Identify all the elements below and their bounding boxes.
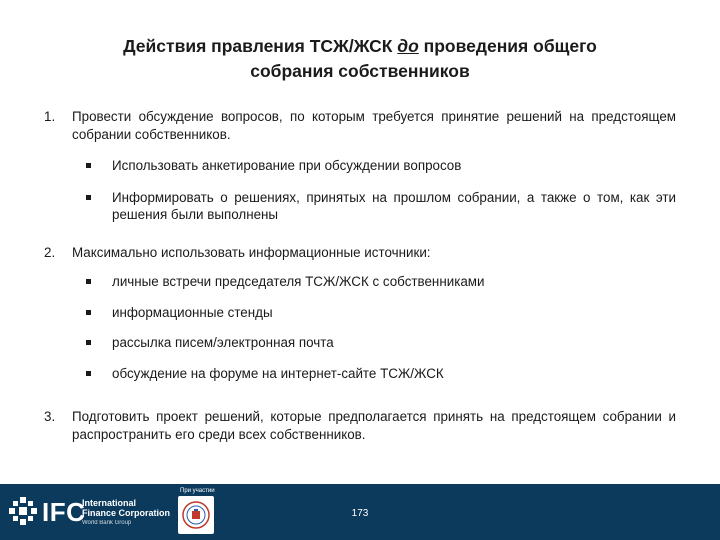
item-text: Подготовить проект решений, которые предполагается принять на предстоящем собрании и распространить его среди всех собственников. xyxy=(72,409,676,442)
partner-label: При участии xyxy=(180,488,215,494)
item-text: Максимально использовать информационные источники: xyxy=(72,244,431,260)
bullet-marker-icon xyxy=(86,371,91,376)
bullet-item: Информировать о решениях, принятых на прошлом собрании, а также о том, как эти решения были выполнены xyxy=(72,189,676,224)
title-emphasis: до xyxy=(397,36,419,56)
bullet-marker-icon xyxy=(86,279,91,284)
title-line2: собрания собственников xyxy=(250,61,470,81)
org-name: International Finance Corporation World Bank Group xyxy=(82,498,171,526)
bullet-item: Использовать анкетирование при обсуждении вопросов xyxy=(72,157,676,175)
bullet-list-2 xyxy=(44,273,676,382)
item-number: 3. xyxy=(44,409,56,424)
bullet-item: обсуждение на форуме на интернет-сайте ТСЖ/ЖСК xyxy=(72,365,676,383)
page-number: 173 xyxy=(351,508,369,519)
numbered-item-2 xyxy=(44,244,676,262)
bullet-item: рассылка писем/электронная почта xyxy=(72,334,676,352)
bullet-marker-icon xyxy=(86,310,91,315)
bullet-item: личные встречи председателя ТСЖ/ЖСК с собственниками xyxy=(72,273,676,291)
item-number: 1. xyxy=(44,109,56,124)
ifc-logo-text: IFC xyxy=(42,497,86,527)
numbered-item-3 xyxy=(44,408,676,443)
bullet-marker-icon xyxy=(86,340,91,345)
numbered-item-1 xyxy=(44,108,676,143)
bullet-item: информационные стенды xyxy=(72,304,676,322)
bullet-marker-icon xyxy=(86,195,91,200)
slide-title xyxy=(60,34,660,84)
partner-emblem-icon xyxy=(178,496,214,534)
title-part2: проведения общего xyxy=(418,36,597,56)
item-number: 2. xyxy=(44,244,56,260)
globe-emblem-icon xyxy=(8,496,38,526)
item-text: Провести обсуждение вопросов, по которым требуется принятие решений на предстоящем собрании собственников. xyxy=(72,109,676,142)
title-part1: Действия правления ТСЖ/ЖСК xyxy=(123,36,398,56)
bullet-marker-icon xyxy=(86,163,91,168)
footer-bar xyxy=(0,484,720,540)
bullet-list-1 xyxy=(44,157,676,224)
slide-content xyxy=(44,108,676,443)
